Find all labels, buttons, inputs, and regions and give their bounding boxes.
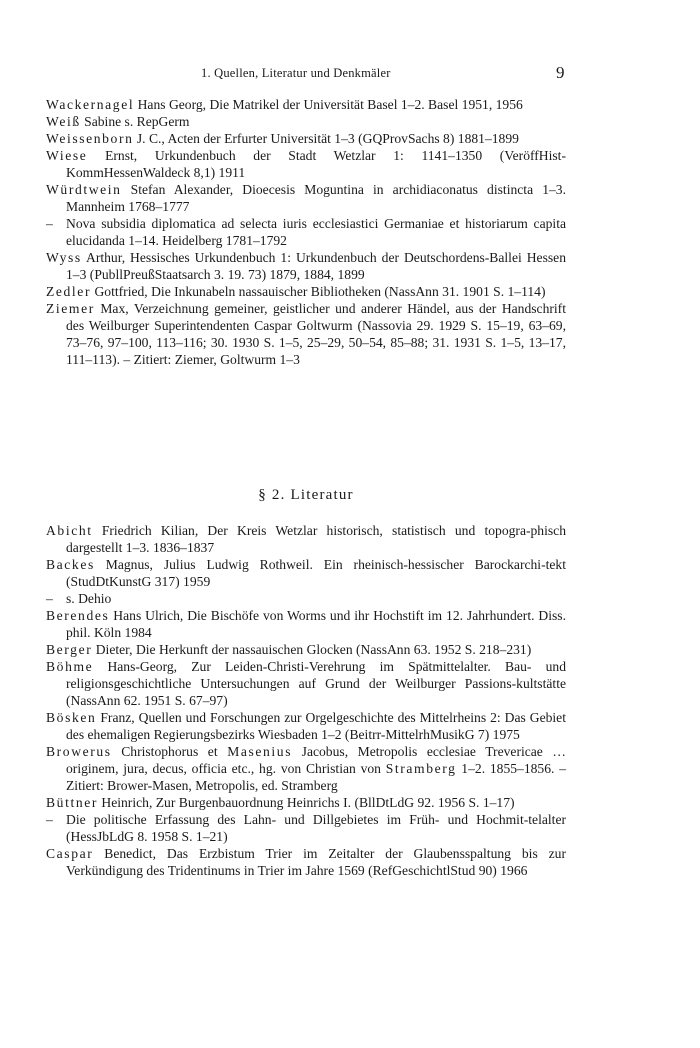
- entry-author: Weiß: [46, 114, 81, 129]
- bib-entry: [46, 811, 566, 845]
- literature-list: [46, 522, 566, 879]
- bib-entry: [46, 794, 566, 811]
- bib-entry: [46, 522, 566, 556]
- entry-author: Browerus: [46, 744, 112, 759]
- entry-author: Büttner: [46, 795, 98, 810]
- entry-text: Franz, Quellen und Forschungen zur Orgelgeschichte des Mittelrheins 2: Das Gebiet des ehemaligen Regierungsbezirks Wiesbaden 1–2 (Beitrr-MittelrhMusikG 7) 1975: [66, 710, 566, 742]
- bib-entry: [46, 96, 566, 113]
- entry-text: Christophorus et: [111, 744, 228, 759]
- entry-text: 1–2. 1855–1856. – Zitiert: Brower-Masen, Metropolis, ed. Stramberg: [66, 761, 566, 793]
- ditto-dash: –: [46, 216, 53, 231]
- bib-entry: [46, 283, 566, 300]
- entry-text: Friedrich Kilian, Der Kreis Wetzlar historisch, statistisch und topogra-phisch dargestellt 1–3. 1836–1837: [66, 523, 566, 555]
- entry-text: Sabine s. RepGerm: [80, 114, 190, 129]
- entry-text: Dieter, Die Herkunft der nassauischen Glocken (NassAnn 63. 1952 S. 218–231): [92, 642, 532, 657]
- entry-author: Wyss: [46, 250, 82, 265]
- entry-editor: Stramberg: [385, 761, 457, 776]
- bib-entry: [46, 249, 566, 283]
- entry-text: Gottfried, Die Inkunabeln nassauischer Bibliotheken (NassAnn 31. 1901 S. 1–114): [91, 284, 546, 299]
- entry-author: Caspar: [46, 846, 94, 861]
- entry-text: Hans Ulrich, Die Bischöfe von Worms und ihr Hochstift im 12. Jahrhundert. Diss. phil. Köln 1984: [66, 608, 566, 640]
- entry-text: Heinrich, Zur Burgenbauordnung Heinrichs I. (BllDtLdG 92. 1956 S. 1–17): [97, 795, 515, 810]
- bib-entry: [46, 113, 566, 130]
- entry-author: Weissenborn: [46, 131, 134, 146]
- entry-author: Abicht: [46, 523, 93, 538]
- entry-text: Die politische Erfassung des Lahn- und Dillgebietes im Früh- und Hochmit-telalter (HessJbLdG 8. 1958 S. 1–21): [66, 812, 566, 844]
- bib-entry: [46, 709, 566, 743]
- entry-author: Würdtwein: [46, 182, 122, 197]
- bib-entry: [46, 215, 566, 249]
- entry-text: Max, Verzeichnung gemeiner, geistlicher und anderer Händel, aus der Handschrift des Weilburger Superintendenten Caspar Goltwurm (Nassovia 29. 1929 S. 15–19, 63–69, 73–76, 97–100, 113–116; 30. 1930 S. 1–5, 25–29, 50–54, 85–88; 31. 1931 S. 1–5, 13–17, 111–113). – Zitiert: Ziemer, Goltwurm 1–3: [66, 301, 566, 367]
- entry-text: Ernst, Urkundenbuch der Stadt Wetzlar 1: 1141–1350 (VeröffHist-KommHessenWaldeck 8,1) 1911: [66, 148, 566, 180]
- bib-entry: [46, 556, 566, 590]
- section-heading: § 2. Literatur: [258, 487, 354, 503]
- sources-list: [46, 96, 566, 368]
- bib-entry: [46, 743, 566, 794]
- entry-text: Nova subsidia diplomatica ad selecta iuris ecclesiastici Germaniae et historiarum capita elucidanda 1–14. Heidelberg 1781–1792: [66, 216, 566, 248]
- running-head-title: 1. Quellen, Literatur und Denkmäler: [201, 66, 391, 80]
- entry-text: Magnus, Julius Ludwig Rothweil. Ein rheinisch-hessischer Barockarchi-tekt (StudDtKunstG 317) 1959: [66, 557, 566, 589]
- ditto-dash: –: [46, 812, 53, 827]
- entry-author: Bösken: [46, 710, 97, 725]
- bib-entry: [46, 181, 566, 215]
- bib-entry: [46, 590, 566, 607]
- entry-text: Stefan Alexander, Dioecesis Moguntina in archidiaconatus distincta 1–3. Mannheim 1768–1777: [66, 182, 566, 214]
- bib-entry: [46, 147, 566, 181]
- bib-entry: [46, 845, 566, 879]
- entry-text: Hans-Georg, Zur Leiden-Christi-Verehrung im Spätmittelalter. Bau- und religionsgeschichtliche Untersuchungen auf Grund der Weilburger Passions-kultstätte (NassAnn 62. 1951 S. 67–97): [66, 659, 566, 708]
- entry-coauthor: Masenius: [227, 744, 293, 759]
- entry-author: Ziemer: [46, 301, 95, 316]
- bib-entry: [46, 300, 566, 368]
- entry-text: Arthur, Hessisches Urkundenbuch 1: Urkundenbuch der Deutschordens-Ballei Hessen 1–3 (PubllPreußStaatsarch 3. 19. 73) 1879, 1884, 1899: [66, 250, 566, 282]
- bib-entry: [46, 658, 566, 709]
- entry-text: J. C., Acten der Erfurter Universität 1–3 (GQProvSachs 8) 1881–1899: [133, 131, 519, 146]
- bib-entry: [46, 130, 566, 147]
- entry-author: Zedler: [46, 284, 92, 299]
- bib-entry: [46, 641, 566, 658]
- entry-text: Benedict, Das Erzbistum Trier im Zeitalter der Glaubensspaltung bis zur Verkündigung des Tridentinums in Trier im Jahre 1569 (RefGeschichtlStud 90) 1966: [66, 846, 566, 878]
- entry-author: Berger: [46, 642, 93, 657]
- entry-author: Berendes: [46, 608, 110, 623]
- bib-entry: [46, 607, 566, 641]
- entry-text: Jacobus, Metropolis ecclesiae Trevericae … originem, jura, decus, officia etc., hg. von Christian von: [66, 744, 566, 776]
- entry-text: Hans Georg, Die Matrikel der Universität Basel 1–2. Basel 1951, 1956: [134, 97, 523, 112]
- entry-author: Wiese: [46, 148, 88, 163]
- entry-author: Böhme: [46, 659, 94, 674]
- entry-text: s. Dehio: [66, 591, 112, 606]
- entry-author: Backes: [46, 557, 95, 572]
- ditto-dash: –: [46, 591, 53, 606]
- page-number: 9: [556, 63, 565, 82]
- entry-author: Wackernagel: [46, 97, 135, 112]
